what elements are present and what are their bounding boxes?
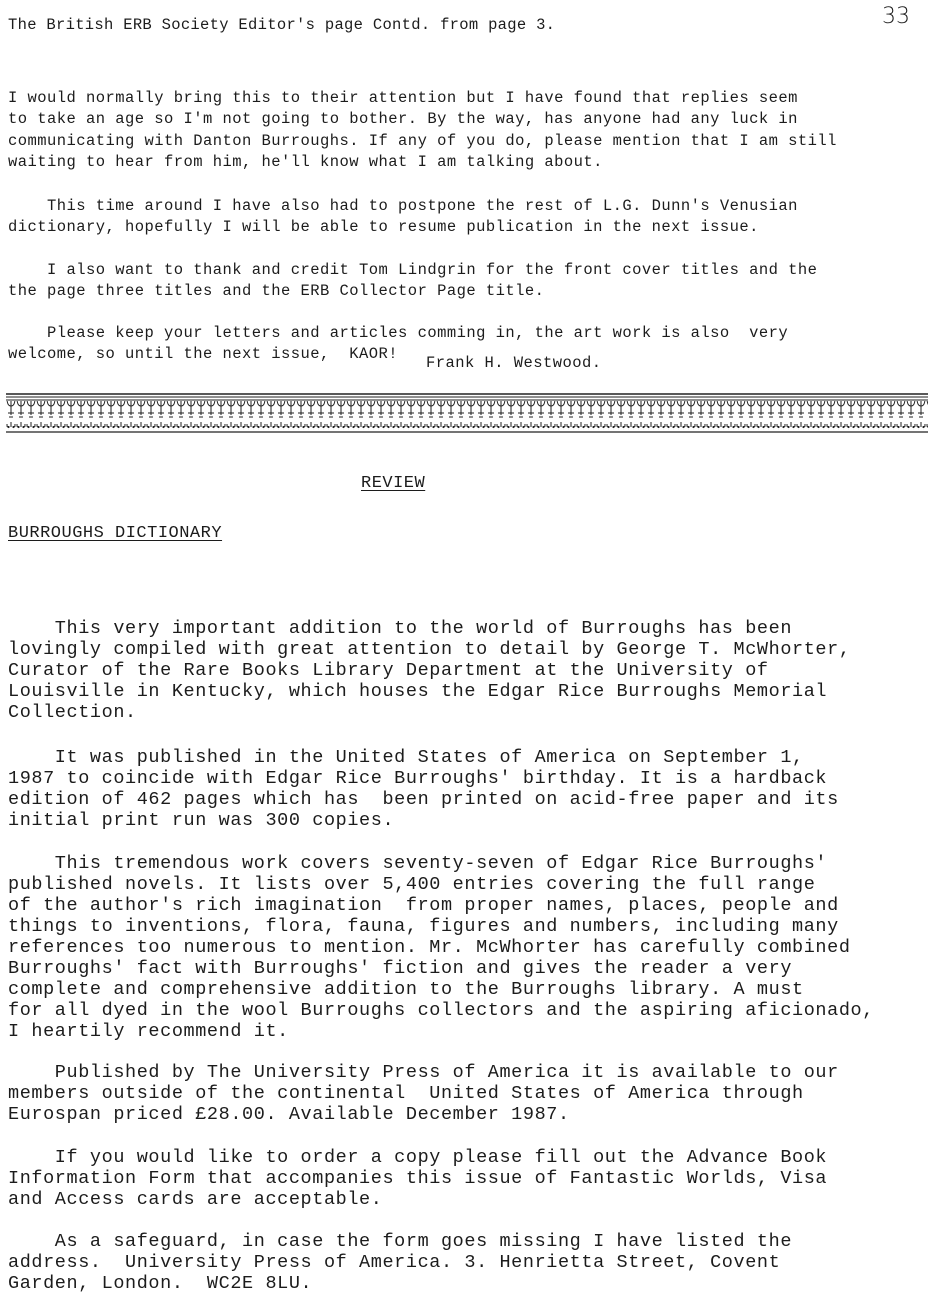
page-number: 33 <box>882 4 910 29</box>
running-header: The British ERB Society Editor's page Contd. from page 3. <box>8 16 556 34</box>
editor-paragraph-4: Please keep your letters and articles comming in, the art work is also very welcome, so until the next issue, KAOR! <box>8 323 789 363</box>
editor-paragraph-3: I also want to thank and credit Tom Lindgrin for the front cover titles and the the page three titles and the ERB Collector Page title. <box>8 260 818 300</box>
decorative-border <box>6 393 928 433</box>
review-paragraph-1: This very important addition to the world of Burroughs has been lovingly compiled with great attention to detail by George T. McWhorter, Curator of the Rare Books Library Department at the University of Louisville in Kentucky, which houses the Edgar Rice Burroughs Memorial Collection. <box>8 618 851 723</box>
review-paragraph-2: It was published in the United States of America on September 1, 1987 to coincide with Edgar Rice Burroughs' birthday. It is a hardback edition of 462 pages which has been printed on acid-free paper and its initial print run was 300 copies. <box>8 747 839 831</box>
review-paragraph-5: If you would like to order a copy please fill out the Advance Book Information Form that accompanies this issue of Fantastic Worlds, Visa and Access cards are acceptable. <box>8 1147 828 1210</box>
review-paragraph-6: As a safeguard, in case the form goes missing I have listed the address. University Press of America. 3. Henrietta Street, Covent Garden, London. WC2E 8LU. <box>8 1231 793 1294</box>
editor-signature: Frank H. Westwood. <box>426 354 602 372</box>
editor-paragraph-1: I would normally bring this to their attention but I have found that replies seem to take an age so I'm not going to bother. By the way, has anyone had any luck in communicating with Danton Burroughs. If any of you do, please mention that I am still waiting to hear from him, he'll know what I am talking about. <box>8 88 837 171</box>
review-subheading: BURROUGHS DICTIONARY <box>8 524 223 543</box>
review-paragraph-3: This tremendous work covers seventy-seven of Edgar Rice Burroughs' published novels. It lists over 5,400 entries covering the full range of the author's rich imagination from proper names, places, people and things to inventions, flora, fauna, figures and numbers, including many references too numerous to mention. Mr. McWhorter has carefully combined Burroughs' fact with Burroughs' fiction and gives the reader a very complete and comprehensive addition to the Burroughs library. A must for all dyed in the wool Burroughs collectors and the aspiring aficionado, I heartily recommend it. <box>8 853 874 1042</box>
review-paragraph-4: Published by The University Press of America it is available to our members outside of the continental United States of America through Eurospan priced £28.00. Available December 1987. <box>8 1062 839 1125</box>
editor-paragraph-2: This time around I have also had to postpone the rest of L.G. Dunn's Venusian dictionary, hopefully I will be able to resume publication in the next issue. <box>8 196 798 236</box>
review-heading: REVIEW <box>361 474 426 493</box>
